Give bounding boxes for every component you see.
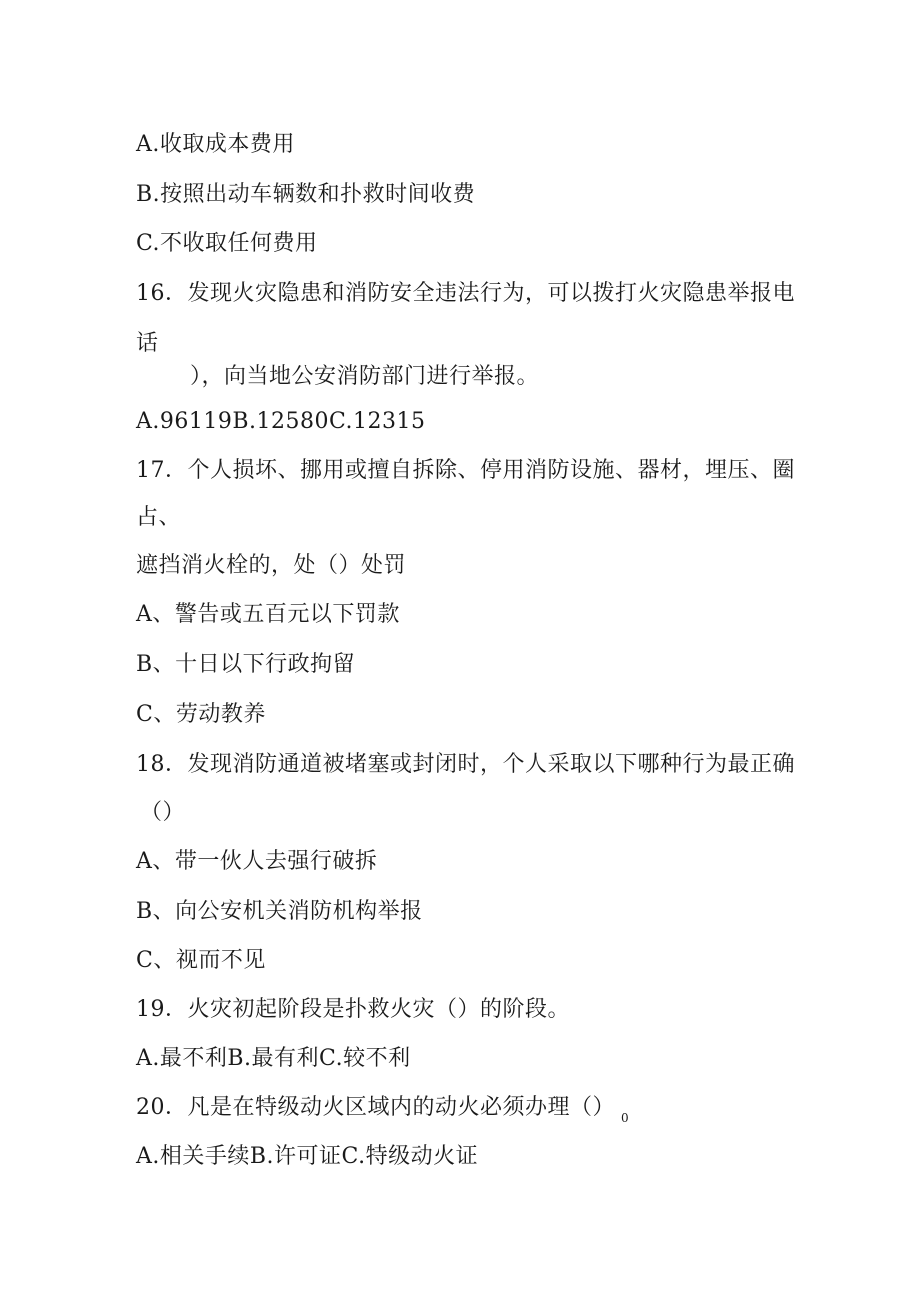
q16-stem-line1: 16．发现火灾隐患和消防安全违法行为，可以拨打火灾隐患举报电 (136, 281, 795, 306)
q19-stem: 19．火灾初起阶段是扑救火灾（）的阶段。 (136, 997, 570, 1022)
q20-stem (136, 1094, 629, 1124)
q18-option-c: C、视而不见 (136, 948, 266, 973)
q17-stem-line3: 遮挡消火栓的，处（）处罚 (136, 553, 407, 578)
q17-option-b: B、十日以下行政拘留 (136, 652, 356, 677)
q18-option-b: B、向公安机关消防机构举报 (136, 899, 423, 924)
q20-stem-text: 20．凡是在特级动火区域内的动火必须办理（） (136, 1095, 615, 1120)
q20-trailing-mark: 0 (621, 1111, 630, 1125)
q17-option-a: A、警告或五百元以下罚款 (136, 602, 400, 627)
q15-option-a: A.收取成本费用 (136, 132, 295, 157)
q19-options: A.最不利B.最有利C.较不利 (136, 1046, 411, 1071)
q18-stem-line2: （） (140, 800, 186, 825)
q17-option-c: C、劳动教养 (136, 702, 266, 727)
q16-stem-line3: ），向当地公安消防部门进行举报。 (190, 364, 540, 389)
q17-stem-line1: 17．个人损坏、挪用或擅自拆除、停用消防设施、器材，埋压、圈 (136, 458, 795, 483)
q18-stem-line1: 18．发现消防通道被堵塞或封闭时，个人采取以下哪种行为最正确 (136, 752, 795, 777)
q15-option-c: C.不收取任何费用 (136, 231, 318, 256)
q17-stem-line2: 占、 (136, 505, 182, 530)
q16-stem-line2: 话 (136, 331, 159, 356)
q15-option-b: B.按照出动车辆数和扑救时间收费 (136, 182, 476, 207)
q16-options: A.96119B.12580C.12315 (136, 409, 426, 434)
q20-options: A.相关手续B.许可证C.特级动火证 (136, 1144, 479, 1169)
q18-option-a: A、带一伙人去强行破拆 (136, 849, 378, 874)
